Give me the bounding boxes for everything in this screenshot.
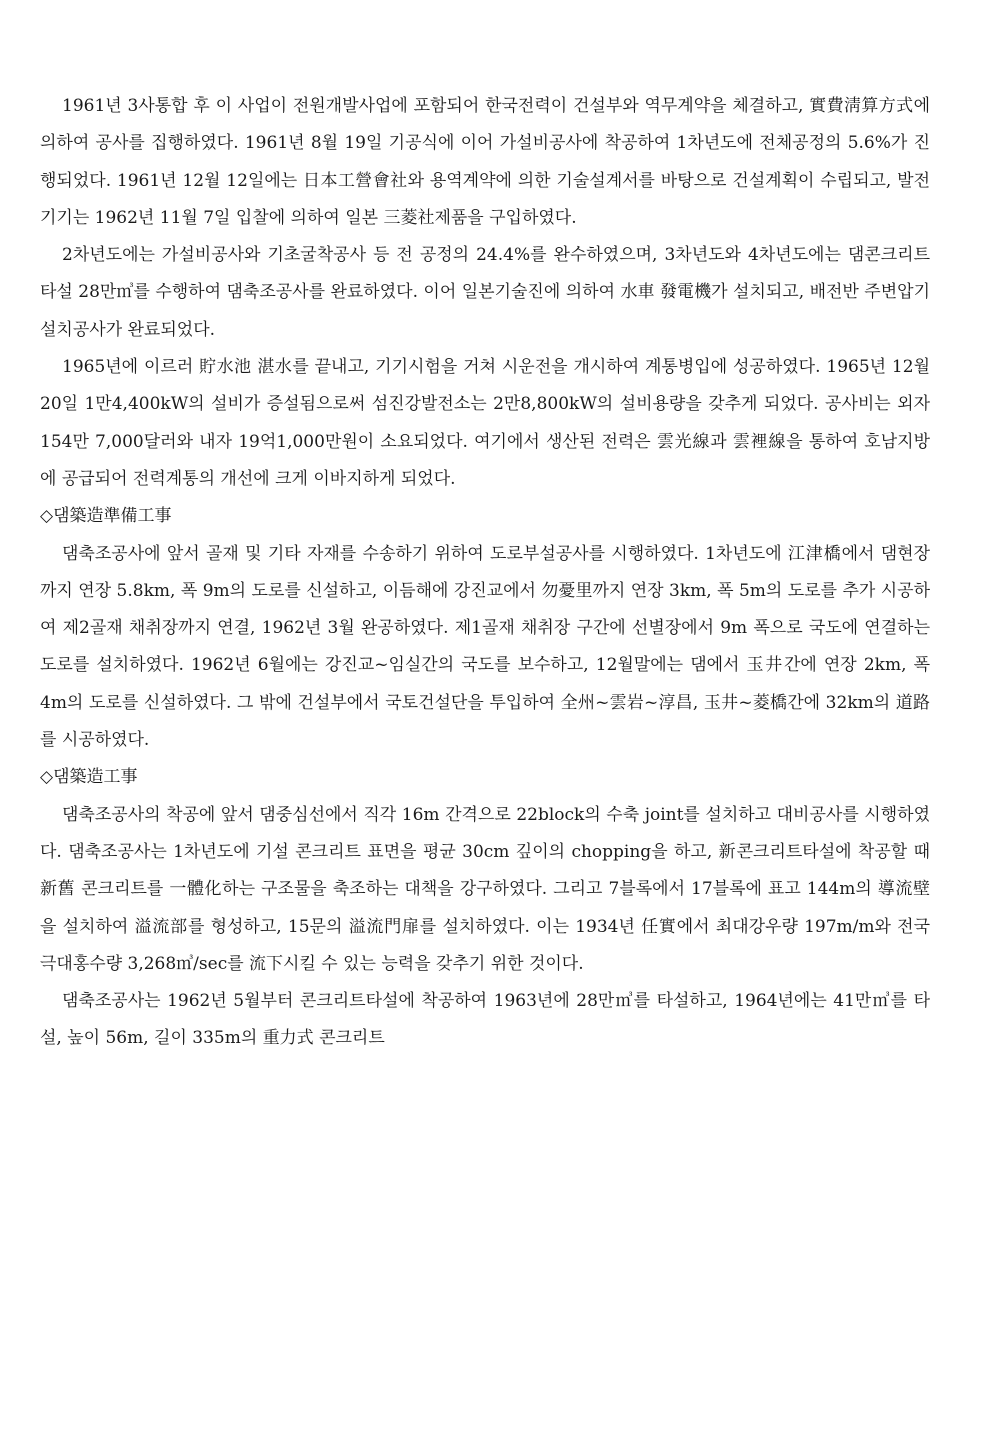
paragraph-concrete-pouring: 댐축조공사는 1962년 5월부터 콘크리트타설에 착공하여 1963년에 28만㎥를 타설하고, 1964년에는 41만㎥를 타설, 높이 56m, 길이 335m의 重力式 콘크리트 (40, 991, 930, 1049)
paragraph-dam-joints: 댐축조공사의 착공에 앞서 댐중심선에서 직각 16m 간격으로 22block의 수축 joint를 설치하고 대비공사를 시행하였다. 댐축조공사는 1차년도에 기설 콘크리트 표면을 평균 30cm 깊이의 chopping을 하고, 新콘크리트타설에 착공할 때 新舊 콘크리트를 一體化하는 구조물을 축조하는 대책을 강구하였다. 그리고 7블록에서 17블록에 표고 144m의 導流壁을 설치하여 溢流部를 형성하고, 15문의 溢流門扉를 설치하였다. 이는 1934년 任實에서 최대강우량 197m/m와 전국 극대홍수량 3,268㎥/sec를 流下시킬 수 있는 능력을 갖추기 위한 것이다. (40, 804, 930, 974)
paragraph-road-construction: 댐축조공사에 앞서 골재 및 기타 자재를 수송하기 위하여 도로부설공사를 시행하였다. 1차년도에 江津橋에서 댐현장까지 연장 5.8km, 폭 9m의 도로를 신설하고, 이듬해에 강진교에서 勿憂里까지 연장 3km, 폭 5m의 도로를 추가 시공하여 제2골재 채취장까지 연결, 1962년 3월 완공하였다. 제1골재 채취장 구간에 선별장에서 9m 폭으로 국도에 연결하는 도로를 설치하였다. 1962년 6월에는 강진교~임실간의 국도를 보수하고, 12월말에는 댐에서 玉井간에 연장 2km, 폭 4m의 도로를 신설하였다. 그 밖에 건설부에서 국토건설단을 투입하여 全州~雲岩~淳昌, 玉井~菱橋간에 32km의 道路를 시공하였다. (40, 543, 930, 751)
section-heading-dam-preparation: ◇댐築造準備工事 (40, 506, 172, 527)
paragraph-year-two-progress: 2차년도에는 가설비공사와 기초굴착공사 등 전 공정의 24.4%를 완수하였으며, 3차년도와 4차년도에는 댐콘크리트타설 28만㎥를 수행하여 댐축조공사를 완료하였다. 이어 일본기술진에 의하여 水車 發電機가 설치되고, 배전반 주변압기 설치공사가 완료되었다. (40, 245, 930, 340)
document-body (40, 88, 930, 1058)
paragraph-construction-contract: 1961년 3사통합 후 이 사업이 전원개발사업에 포함되어 한국전력이 건설부와 역무계약을 체결하고, 實費淸算方式에 의하여 공사를 집행하였다. 1961년 8월 19일 기공식에 이어 가설비공사에 착공하여 1차년도에 전체공정의 5.6%가 진행되었다. 1961년 12월 12일에는 日本工營會社와 용역계약에 의한 기술설계서를 바탕으로 건설계획이 수립되고, 발전기기는 1962년 11월 7일 입찰에 의하여 일본 三菱社제품을 구입하였다. (40, 96, 930, 228)
section-heading-dam-construction: ◇댐築造工事 (40, 767, 138, 788)
paragraph-completion-1965: 1965년에 이르러 貯水池 湛水를 끝내고, 기기시험을 거쳐 시운전을 개시하여 계통병입에 성공하였다. 1965년 12월 20일 1만4,400kW의 설비가 증설됨으로써 섬진강발전소는 2만8,800kW의 설비용량을 갖추게 되었다. 공사비는 외자 154만 7,000달러와 내자 19억1,000만원이 소요되었다. 여기에서 생산된 전력은 雲光線과 雲裡線을 통하여 호남지방에 공급되어 전력계통의 개선에 크게 이바지하게 되었다. (40, 357, 930, 489)
